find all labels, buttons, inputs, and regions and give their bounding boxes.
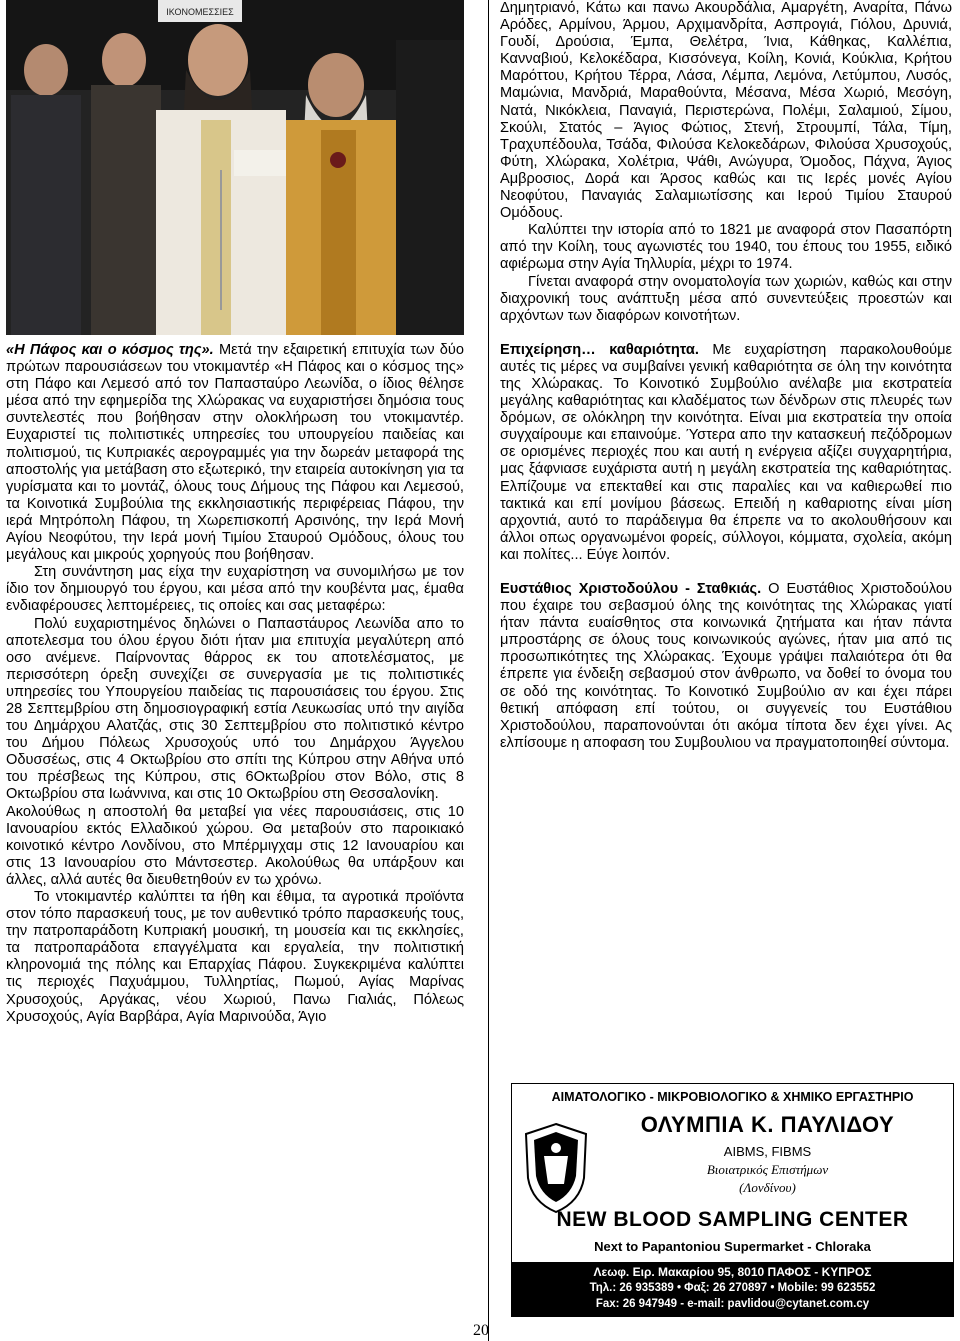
christodoulou-title: Ευστάθιος Χριστοδούλου - Σταθκιάς. bbox=[500, 581, 762, 597]
ad-center-title: NEW BLOOD SAMPLING CENTER bbox=[556, 1208, 909, 1231]
ad-phones: Τηλ.: 26 935389 • Φαξ: 26 270897 • Mobile: 99 623552 bbox=[589, 1282, 876, 1294]
photo-priests-ceremony bbox=[6, 0, 464, 335]
left-column-article bbox=[6, 342, 464, 1026]
cleanliness-text: Με ευχαρίστηση παρακολουθούμε αυτές τις μέρες να συμβαίνει γενική καθαριότητα σε όλη την κοινότητα της Χλώρακας. Το Κοινοτικό Συμβούλιο ανέλαβε μια εκστρατεία μεγάλης καθαριότητας και κλαδέματος των δένδρων στις πλευρές των δρόμων, σε ολόκληρη την κοινότητα. Είναι μια εκστρατεία την οποία συγχαίρουμε και επαινούμε. Ύστερα απο την κατασκευή πεζόδρομων σε ορισμένες περιοχές που και αυτή η ενέργεια αξίζει συγχαρητήρια, μας ξάφνιασε ευχάριστα αυτή η μεγάλη εκστρατεία της καθαριότητας. Ελπίζουμε να επεκταθεί και στις παραλίες και να καθιερωθεί πιο τακτικά και επί μονίμου βάσεως. Επειδή η καθαριοτης είναι μίση αρχοντιά, αυτό το παράδειγμα θα έπρεπε να το ακολουθήσουν και άλλοι οπως οργανωμένοι φορείς, σύλλογοι, κόμματα, σχολεία, ακόμη και πολίτες... Εύγε λοιπόν. bbox=[500, 341, 952, 563]
cleanliness-title: Επιχείρηση… καθαριότητα. bbox=[500, 341, 699, 358]
ad-profession: Βιοιατρικός Επιστήμων bbox=[706, 1162, 829, 1177]
christodoulou-text: Ο Ευστάθιος Χριστοδούλου που έχαιρε του σεβασμού όλης της κοινότητας της Χλώρακας γιατί ήταν πάντα ευαίσθητος στα κοινωνικά ζητήματα και ήταν πάντα μπροστάρης σε όλους τους κοινωνικούς αγώνες, ήταν μια από τις προσωπικότητες της Χλώρακας. Έχουμε γράψει παλαιότερα ότι θα έπρεπε για ένδειξη σεβασμού στον άνθρωπο, να δοθεί το όνομα του σε οδό της κοινότητας. Το Κοινοτικό Συμβούλιο αν και έχει πάρει θετική απόφαση επί τούτου, οι συγγενείς του Ευστάθιου Χριστοδούλου, παραπονούνται ότι ακόμα τίποτα δεν έχει γίνει. Ας ελπίσουμε η αποφαση του Συμβουλιου να πραγματοποιηθεί σύντομα. bbox=[500, 581, 952, 751]
page-number: 20 bbox=[473, 1322, 489, 1339]
photo-sign-text: ΙΚΟΝΟΜΕΣΣΙΕΣ bbox=[166, 7, 234, 17]
history-paragraph: Καλύπτει την ιστορία από το 1821 με αναφορά στον Πασαπόρτη από την Κοίλη, τους αγωνιστές του 1940, του έπους του 1955, ειδικό αφιέρωμα στην Αγία Τηλλυρία, μέχρι το 1974. bbox=[500, 222, 952, 273]
right-column-article bbox=[500, 0, 952, 752]
article-paragraph-4: Ακολούθως η αποστολή θα μεταβεί για νέες παρουσιάσεις, στις 10 Ιανουαρίου εκτός Ελλαδικού χώρου. Θα μεταβούν στο παροικιακό κοινοτικό κέντρο Λονδίνου, στο Μπέρμιγχαμ στις 12 Ιανουαρίου και στις 13 Ιανουαρίου στο Μάντσεστερ. Ακολούθως θα υπάρξουν και άλλες, αλλά αυτές θα διευθετηθούν εν τω χρόνω. bbox=[6, 803, 464, 888]
photo-illustration bbox=[6, 0, 464, 335]
ad-name: ΟΛΥΜΠΙΑ Κ. ΠΑΥΛΙΔΟΥ bbox=[640, 1112, 895, 1137]
ad-city: (Λονδίνου) bbox=[739, 1180, 796, 1195]
ad-credentials: AIBMS, FIBMS bbox=[723, 1144, 812, 1159]
article-title-pafos: «Η Πάφος και ο κόσμος της». bbox=[6, 342, 214, 358]
article-paragraph-5: Το ντοκιμαντέρ καλύπτει τα ήθη και έθιμα, τα αγροτικά προϊόντα στον τόπο παρασκευή τους, με τον αυθεντικό τρόπο παρασκευής τους, την πατροπαράδοτη Κυπριακή μουσική, τη μουσεία και τις εκκλησίες, τα πατροπαράδοτα επαγγέλματα και εργαλεία, την πολιτιστική κληρονομιά της πόλης και Επαρχίας Πάφου. Συγκεκριμένα καλύπτει τις περιοχές Παχυάμμου, Τυλληρτίας, Πωμού, Αγίας Μαρίνας Χρυσοχούς, Αργάκας, νέου Χωριού, Πανω Γιαλιάς, Πόλεως Χρυσοχούς, Αγία Βαρβάρα, Αγία Μαρινούδα, Άγιο bbox=[6, 889, 464, 1025]
ad-contact-band bbox=[512, 1262, 953, 1316]
ad-location: Next to Papantoniou Supermarket - Chloraka bbox=[594, 1239, 871, 1254]
ad-address: Λεωφ. Ειρ. Μακαρίου 95, 8010 ΠΑΦΟΣ - ΚΥΠΡΟΣ bbox=[593, 1265, 872, 1279]
column-divider bbox=[488, 0, 489, 1341]
ad-email: Fax: 26 947949 - e-mail: pavlidou@cytanet.com.cy bbox=[595, 1298, 870, 1310]
ad-lab-type: ΑΙΜΑΤΟΛΟΓΙΚΟ - ΜΙΚΡΟΒΙΟΛΟΓΙΚΟ & ΧΗΜΙΚΟ ΕΡΓΑΣΤΗΡΙΟ bbox=[551, 1090, 914, 1104]
village-list-paragraph: Δημητριανό, Κάτω και πανω Ακουρδάλια, Αμαργέτη, Αναρίτα, Πάνω Αρόδες, Αρμίνου, Άρμου, Αρχιμανδρίτα, Ασπρογιά, Γιόλου, Δρυνιά, Γουδί, Δρούσια, Έμπα, Θελέτρα, Ίνια, Κάθηκας, Καλλέπια, Κανναβιού, Κελοκέδαρα, Κισσόνεγα, Κοίλη, Κονιά, Κούκλια, Κρήτου Μαρόττου, Κρήτου Τέρρα, Λάσα, Λέμπα, Λεμόνα, Λετύμπου, Λυσός, Μαμώνια, Μανδριά, Μαραθούντα, Μέσανα, Μέσα Χωριό, Μεσόγη, Νατά, Νικόκλεια, Παναγιά, Περιστερώνα, Πολέμι, Σαλαμιού, Σίμου, Σκούλι, Στατός – Άγιος Φώτιος, Στενή, Στρουμπί, Τάλα, Τίμη, Τραχυπέδουλα, Τσάδα, Φιλούσα Κελοκεδάρων, Φιλούσα Χρυσοχούς, Φύτη, Χλώρακα, Χολέτρια, Ψάθι, Ανώγυρα, Όμοδος, Πάχνα, Άγιος Αμβροσιος, Δορά και Άρσος καθώς και τις Ιερές μονές Αγίου Νεοφύτου, Παναγιάς Σαλαμιωτίσσης και Ιερού Τιμίου Σταυρού Ομόδους. bbox=[500, 0, 952, 222]
lab-advertisement bbox=[511, 1083, 954, 1317]
article-intro-text: Μετά την εξαιρετική επιτυχία των δύο πρώτων παρουσιάσεων του ντοκιμαντέρ «Η Πάφος και ο κόσμος της» στη Πάφο και Λεμεσό από τον Παπασταύρο Λεωνίδα, ο ίδιος θέλησε μέσα από την εφημερίδα της Χλώρακας να ευχαριστήσει δημόσια τους συντελεστές που βοήθησαν στην ολοκλήρωση του ντοκιμαντέρ. Ευχαριστεί τις πολιτιστικές υπηρεσίες του υπουργείου παιδείας και πολιτισμού, τις Κυπριακές αερογραμμές για την δωρεάν μεταφορά της αποστολής για μετάβαση στο εξωτερικό, την εταιρεία αυτοκίνηση για τα γυρίσματα και το μοντάζ, όλους τους Δήμους της Πάφου και Λεμεσού, τα Κοινοτικά Συμβούλια της εκκλησιαστικής περιφέρειας Πάφου, την ιερά Μητρόπολη Πάφου, τη Χωρεπισκοπή Αρσινόης, την Ιερά Μονή Αγίου Νεοφύτου, την Ιερά μονή Τιμίου Σταυρού Ομόδους, όλους του μεγάλους και μικρούς χορηγούς που βοήθησαν. bbox=[6, 342, 464, 564]
article-paragraph-3: Πολύ ευχαριστημένος δηλώνει ο Παπαστάυρος Λεωνίδα απο το αποτελεσμα του όλου έργου διότι ήταν μια επιτυχία μεγαλύτερη από οσο ανέμενε. Παίρνοντας θάρρος εκ του αποτελέσματος, με περισσότερη όρεξη συνεχίζει σε συνεργασία με τις πολιτιστικές υπηρεσίες του Υπουργείου παιδείας τις παρουσιάσεις του έργου. Στις 28 Σεπτεμβρίου στη δημοσιογραφική εστία Λευκωσίας υπό την αιγίδα του Δημάρχου Αλατζάς, στις 30 Σεπτεμβρίου στο πολιτιστικό κέντρο του Δήμου Πόλεως Χρυσοχούς υπό του Δημάρχου Άγγελου Οδυσσέως, στις 4 Οκτωβρίου στο σπίτι της Κύπρου στην Αθήνα υπό του πρέσβεως της Κύπρου, στις 6Οκτωβρίου στον Βόλο, στις 8 Οκτωβρίου στα Ιωάννινα, και στις 10 Οκτωβρίου στη Θεσσαλονίκη. bbox=[6, 615, 464, 803]
article-paragraph-2: Στη συνάντηση μας είχα την ευχαρίστηση να συνομιλήσω με τον ίδιο τον δημιουργό του έργου, και μέσα από την κουβέντα μας, έμαθα ενδιαφέρουσες λεπτομέρειες, τις οποίες και σας μεταφέρω: bbox=[6, 564, 464, 615]
naming-paragraph: Γίνεται αναφορά στην ονοματολογία των χωριών, καθώς και στην διαχρονική τους ανάπτυξη μέσα από συνεντεύξεις προεστών και αρχόντων των διαφόρων κοινοτήτων. bbox=[500, 273, 952, 324]
